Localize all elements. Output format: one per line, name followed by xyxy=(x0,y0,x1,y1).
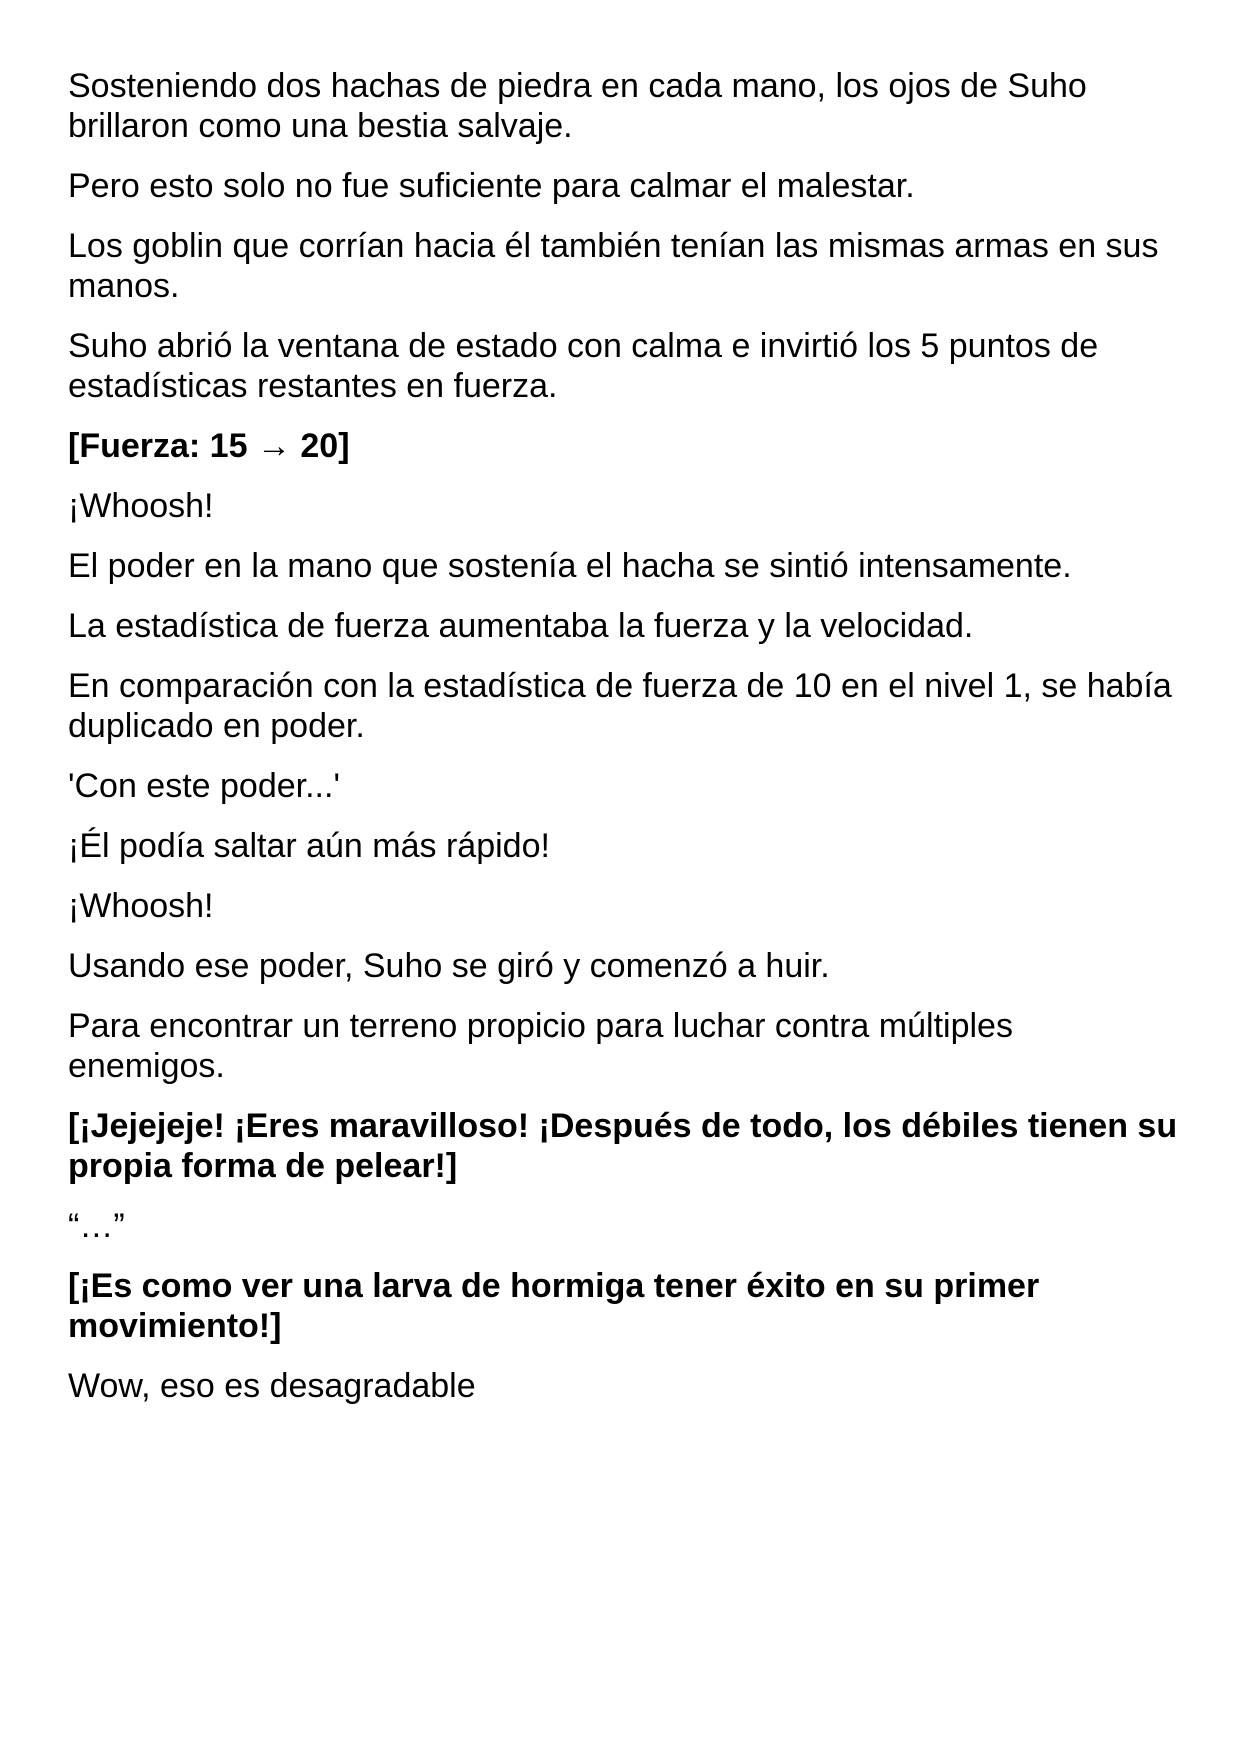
paragraph-narration: Sosteniendo dos hachas de piedra en cada mano, los ojos de Suho brillaron como una bestia salvaje. xyxy=(68,67,1087,145)
paragraph-thought: 'Con este poder...' xyxy=(68,767,340,805)
paragraph-narration: La estadística de fuerza aumentaba la fuerza y la velocidad. xyxy=(68,607,974,645)
paragraph-narration: Usando ese poder, Suho se giró y comenzó a huir. xyxy=(68,947,830,985)
paragraph-narration: En comparación con la estadística de fuerza de 10 en el nivel 1, se había duplicado en poder. xyxy=(68,667,1172,745)
paragraph-sound-effect: ¡Whoosh! xyxy=(68,487,214,525)
paragraph-narration: Para encontrar un terreno propicio para luchar contra múltiples enemigos. xyxy=(68,1007,1013,1085)
paragraph-dialogue: “…” xyxy=(68,1207,125,1245)
system-message-dialogue: [¡Jejejeje! ¡Eres maravilloso! ¡Después de todo, los débiles tienen su propia forma de pelear!] xyxy=(68,1107,1178,1185)
paragraph-narration: Los goblin que corrían hacia él también tenían las mismas armas en sus manos. xyxy=(68,227,1159,305)
paragraph-narration: Pero esto solo no fue suficiente para calmar el malestar. xyxy=(68,167,915,205)
paragraph-narration: ¡Él podía saltar aún más rápido! xyxy=(68,827,550,865)
paragraph-sound-effect: ¡Whoosh! xyxy=(68,887,214,925)
system-message-stat-change: [Fuerza: 15 → 20] xyxy=(68,427,350,465)
paragraph-narration: El poder en la mano que sostenía el hacha se sintió intensamente. xyxy=(68,547,1072,585)
document-page xyxy=(68,66,1178,1426)
paragraph-narration: Suho abrió la ventana de estado con calma e invirtió los 5 puntos de estadísticas restantes en fuerza. xyxy=(68,327,1099,405)
paragraph-narration: Wow, eso es desagradable xyxy=(68,1367,476,1405)
system-message-dialogue: [¡Es como ver una larva de hormiga tener éxito en su primer movimiento!] xyxy=(68,1267,1040,1345)
